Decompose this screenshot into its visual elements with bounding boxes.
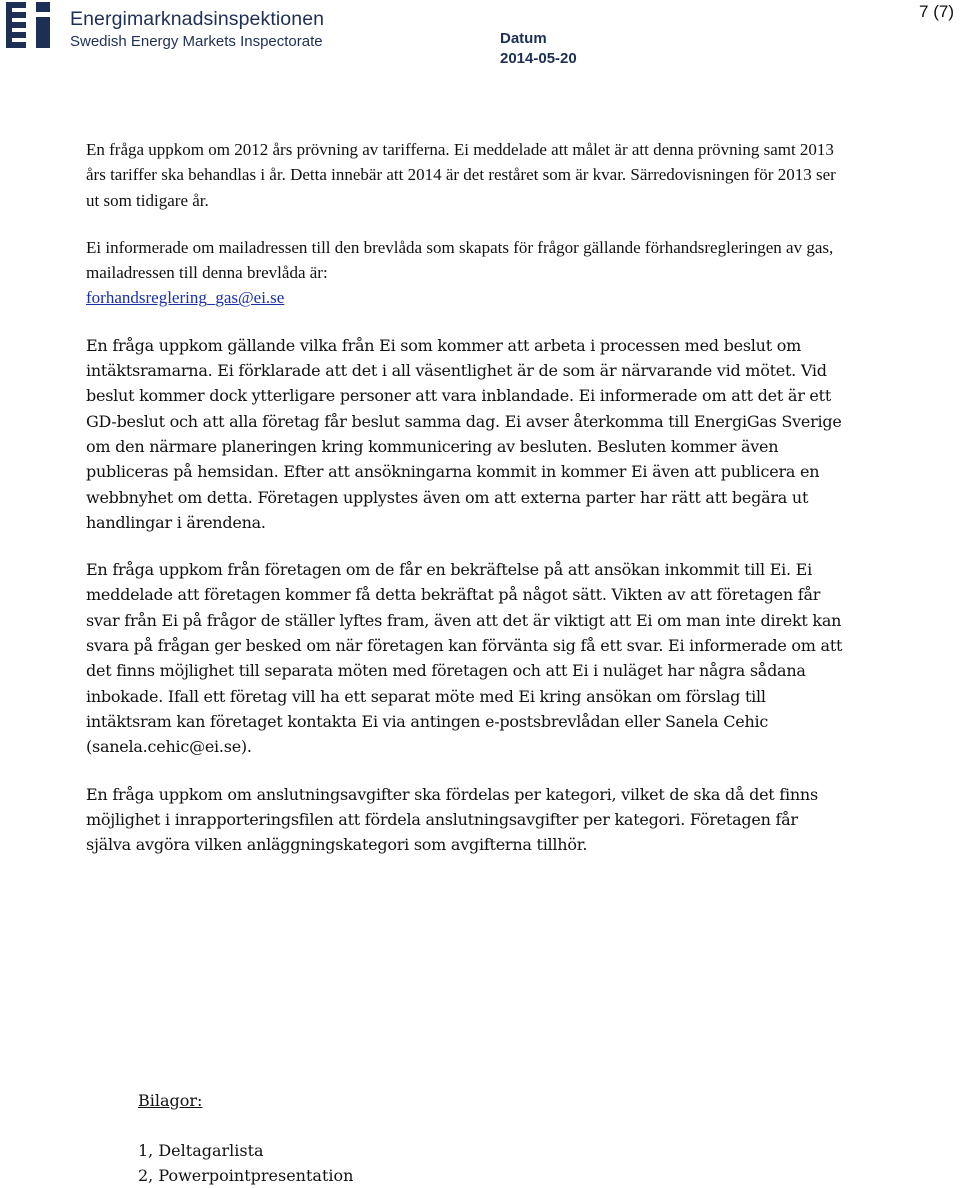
paragraph-decision-process: En fråga uppkom gällande vilka från Ei som kommer att arbeta i processen med beslut om intäktsramarna. Ei förklarade att det i all väsentlighet är de som är närvarande vid mötet. Vid beslut kommer dock ytterligare personer att vara inblandade. Ei informerade om att det är ett GD-beslut och att alla företag får beslut samma dag. Ei avser återkomma till EnergiGas Sverige om den närmare planeringen kring kommunicering av besluten. Besluten kommer även publiceras på hemsidan. Efter att ansökningarna kommit in kommer Ei även att publicera en webbnyhet om detta. Företagen upplystes även om att externa parter har rätt att begära ut handlingar i ärendena. — [86, 335, 842, 532]
attachment-item: 1, Deltagarlista — [138, 1141, 264, 1160]
paragraph-confirmation: En fråga uppkom från företagen om de får en bekräftelse på att ansökan inkommit till Ei. Ei meddelade att företagen kommer få detta bekräftat på något sätt. Vikten av att företagen får svar från Ei på frågor de ställer lyftes fram, även att det är viktigt att Ei om man inte direkt kan svara på frågan ger besked om när företagen kan förvänta sig få ett svar. Ei informerade om att det finns möjlighet till separata möten med företagen och att Ei i nuläget har några sådana inbokade. Ifall ett företag vill ha ett separat möte med Ei kring ansökan om förslag till intäktsram kan företaget kontakta Ei via antingen e-postsbrevlådan eller Sanela Cehic (sanela.cehic@ei.se). — [86, 560, 843, 757]
org-name-english: Swedish Energy Markets Inspectorate — [70, 33, 323, 50]
paragraph-mailbox — [86, 235, 846, 311]
attachments — [138, 1088, 353, 1188]
attachments-heading: Bilagor: — [138, 1091, 203, 1110]
org-name: Energimarknadsinspektionen — [70, 8, 325, 30]
ei-logo — [6, 2, 60, 48]
date-label: Datum — [500, 30, 547, 47]
email-link[interactable]: forhandsreglering_gas@ei.se — [86, 288, 285, 308]
document-body — [86, 137, 846, 879]
paragraph-mailbox-text: Ei informerade om mailadressen till den brevlåda som skapats för frågor gällande förhandsregleringen av gas, mailadressen till denna brevlåda är: — [86, 237, 834, 283]
paragraph-tariff-review: En fråga uppkom om 2012 års prövning av tarifferna. Ei meddelade att målet är att denna prövning samt 2013 års tariffer ska behandlas i år. Detta innebär att 2014 är det reståret som är kvar. Särredovisningen för 2013 ser ut som tidigare år. — [86, 140, 836, 210]
date-value: 2014-05-20 — [500, 50, 577, 67]
paragraph-connection-fees: En fråga uppkom om anslutningsavgifter ska fördelas per kategori, vilket de ska då det finns möjlighet i inrapporteringsfilen att fördela anslutningsavgifter per kategori. Företagen får själva avgöra vilken anläggningskategori som avgifterna tillhör. — [86, 784, 818, 855]
page-number: 7 (7) — [919, 2, 954, 21]
attachment-item: 2, Powerpointpresentation — [138, 1166, 354, 1185]
